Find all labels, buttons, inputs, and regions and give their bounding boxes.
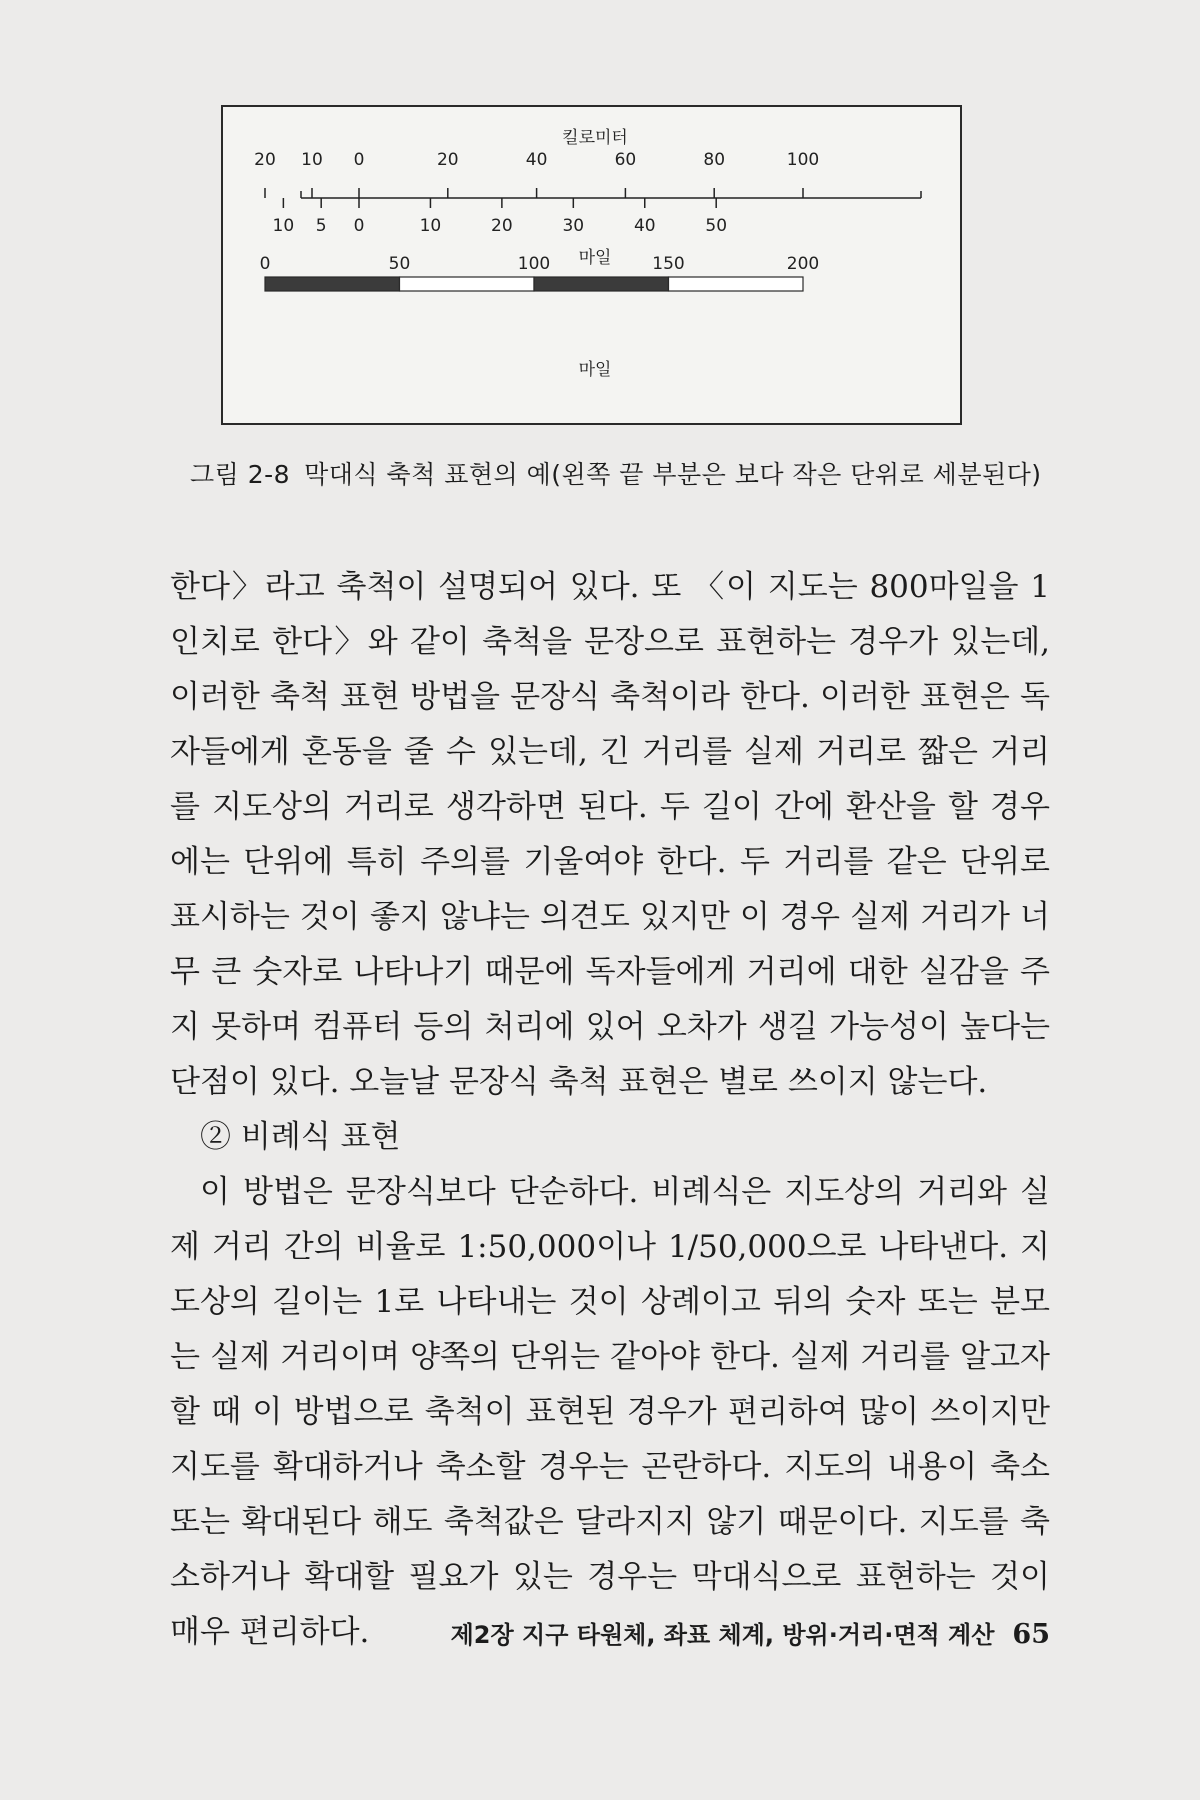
mile-bar-segment [400, 277, 535, 291]
mile-bar-segment [265, 277, 400, 291]
mile-bar-segment [669, 277, 804, 291]
bar-scale-diagram [223, 107, 960, 423]
mile-sub-tick-label: 10 [419, 216, 442, 236]
mile-scale-unit: 마일 [578, 360, 612, 380]
km-tick-label: 0 [353, 150, 365, 170]
mile-sub-tick-label: 10 [272, 216, 295, 236]
subheading-ratio-scale: ② 비례식 표현 [200, 1119, 401, 1155]
km-tick-label: 80 [703, 150, 726, 170]
mile-sub-tick-label: 30 [562, 216, 585, 236]
paragraph-sentence-scale: 한다〉라고 축척이 설명되어 있다. 또 〈이 지도는 800마일을 1인치로 한다〉와 같이 축척을 문장으로 표현하는 경우가 있는데, 이러한 축척 표현 방법을 문장식 축척이라 한다. 이러한 표현은 독자들에게 혼동을 줄 수 있는데, 긴 거리를 실제 거리로 짧은 거리를 지도상의 거리로 생각하면 된다. 두 길이 간에 환산을 할 경우에는 단위에 특히 주의를 기울여야 한다. 두 거리를 같은 단위로 표시하는 것이 좋지 않냐는 의견도 있지만 이 경우 실제 거리가 너무 큰 숫자로 나타나기 때문에 독자들에게 거리에 대한 실감을 주지 못하며 컴퓨터 등의 처리에 있어 오차가 생길 가능성이 높다는 단점이 있다. 오늘날 문장식 축척 표현은 별로 쓰이지 않는다. [170, 569, 1050, 1100]
mile-bar-label: 100 [517, 254, 551, 274]
figure-caption [190, 455, 1042, 491]
mile-bar-label: 50 [388, 254, 411, 274]
page-footer [0, 1615, 1050, 1650]
mile-bar-label: 200 [786, 254, 820, 274]
km-tick-label: 10 [301, 150, 323, 170]
bar-scale-figure [221, 105, 962, 425]
km-tick-label: 60 [614, 150, 637, 170]
mile-sub-tick-label: 40 [633, 216, 656, 236]
figure-caption-text: 막대식 축척 표현의 예(왼쪽 끝 부분은 보다 작은 단위로 세분된다) [304, 460, 1042, 489]
mile-sub-tick-label: 5 [315, 216, 327, 236]
mile-sub-tick-label: 0 [353, 216, 365, 236]
paragraph-ratio-scale: 이 방법은 문장식보다 단순하다. 비례식은 지도상의 거리와 실제 거리 간의 비율로 1:50,000이나 1/50,000으로 나타낸다. 지도상의 길이는 1로 나타내는 것이 상례이고 뒤의 숫자 또는 분모는 실제 거리이며 양쪽의 단위는 같아야 한다. 실제 거리를 알고자 할 때 이 방법으로 축척이 표현된 경우가 편리하여 많이 쓰이지만 지도를 확대하거나 축소할 경우는 곤란하다. 지도의 내용이 축소 또는 확대된다 해도 축척값은 달라지지 않기 때문이다. 지도를 축소하거나 확대할 필요가 있는 경우는 막대식으로 표현하는 것이 매우 편리하다. [170, 1174, 1050, 1650]
km-tick-label: 20 [436, 150, 459, 170]
km-scale-title: 킬로미터 [562, 128, 628, 148]
km-tick-label: 20 [254, 150, 276, 170]
km-tick-label: 40 [525, 150, 548, 170]
mile-sub-tick-label: 50 [705, 216, 728, 236]
body-text [170, 560, 1050, 1660]
chapter-title: 제2장 지구 타원체, 좌표 체계, 방위·거리·면적 계산 [450, 1621, 995, 1649]
mile-bar-label: 150 [652, 254, 685, 274]
km-tick-label: 100 [786, 150, 820, 170]
mile-bar-label: 0 [259, 254, 271, 274]
km-scale-subtitle: 마일 [578, 248, 612, 268]
figure-number: 그림 2-8 [190, 460, 291, 489]
mile-bar-segment [534, 277, 669, 291]
mile-sub-tick-label: 20 [491, 216, 513, 236]
page-number: 65 [1012, 1619, 1050, 1650]
